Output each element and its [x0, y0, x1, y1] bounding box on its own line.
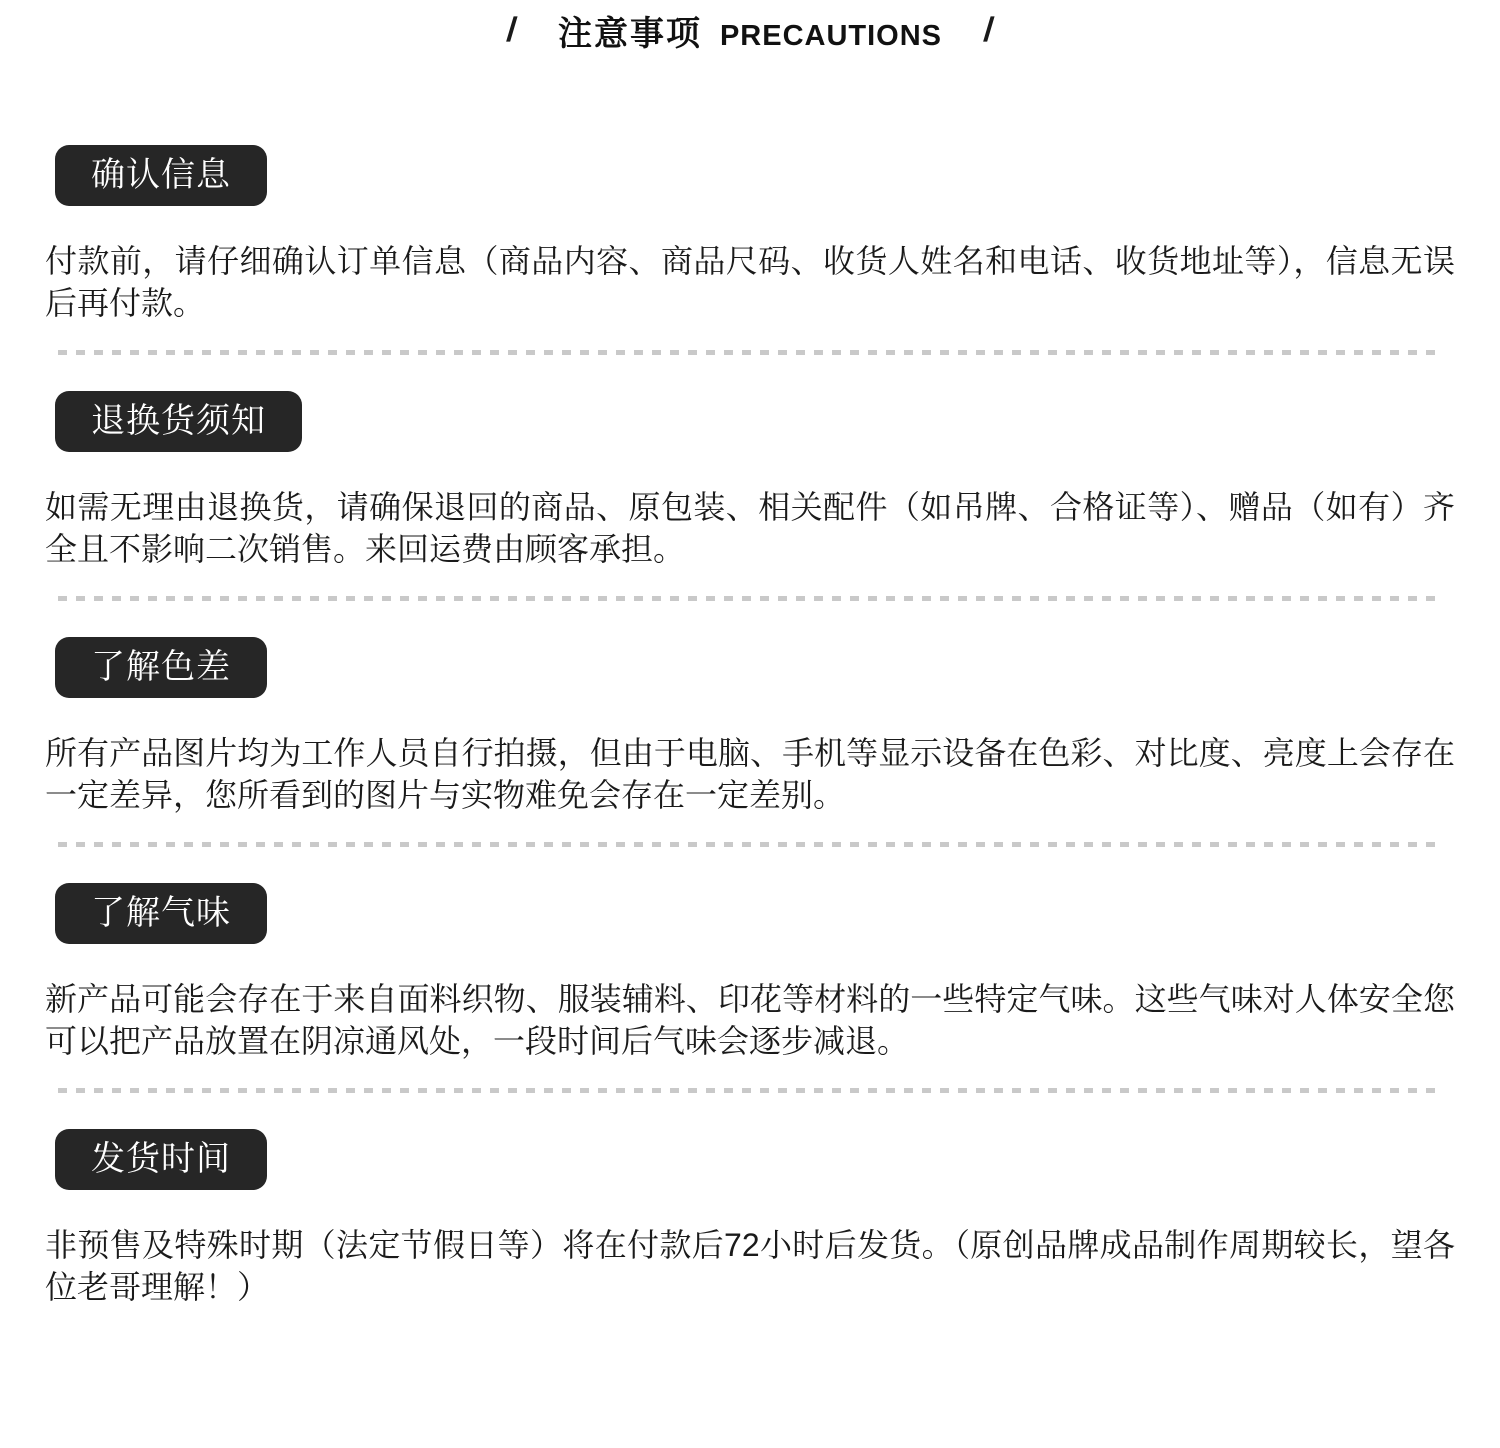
section-text: 非预售及特殊时期（法定节假日等）将在付款后72小时后发货。（原创品牌成品制作周期较长，望各位老哥理解！） [45, 1227, 1455, 1306]
page-title-cn: 注意事项 [557, 15, 702, 53]
section-badge: 了解色差 [55, 637, 267, 698]
section-badge: 了解气味 [55, 883, 267, 944]
page-title-en: PRECAUTIONS [719, 20, 943, 52]
section-shipping-time [0, 1129, 1500, 1308]
section-text: 付款前，请仔细确认订单信息（商品内容、商品尺码、收货人姓名和电话、收货地址等），信息无误后再付款。 [45, 243, 1455, 322]
section-badge: 退换货须知 [55, 391, 302, 452]
page-title [558, 6, 942, 55]
section-text: 所有产品图片均为工作人员自行拍摄，但由于电脑、手机等显示设备在色彩、对比度、亮度上会存在一定差异，您所看到的图片与实物难免会存在一定差别。 [45, 735, 1455, 814]
page-header [0, 0, 1500, 55]
section-text: 新产品可能会存在于来自面料织物、服装辅料、印花等材料的一些特定气味。这些气味对人体安全您可以把产品放置在阴凉通风处，一段时间后气味会逐步减退。 [45, 981, 1455, 1060]
section-badge: 发货时间 [55, 1129, 267, 1190]
slash-decor-right: / [982, 11, 996, 49]
section-confirm-info [0, 145, 1500, 355]
dashed-divider [58, 842, 1442, 847]
section-badge: 确认信息 [55, 145, 267, 206]
section-color-difference [0, 637, 1500, 847]
slash-decor-left: / [504, 11, 519, 49]
dashed-divider [58, 596, 1442, 601]
section-text: 如需无理由退换货，请确保退回的商品、原包装、相关配件（如吊牌、合格证等）、赠品（如有）齐全且不影响二次销售。来回运费由顾客承担。 [45, 489, 1455, 568]
dashed-divider [58, 350, 1442, 355]
section-odor [0, 883, 1500, 1093]
section-return-policy [0, 391, 1500, 601]
dashed-divider [58, 1088, 1442, 1093]
